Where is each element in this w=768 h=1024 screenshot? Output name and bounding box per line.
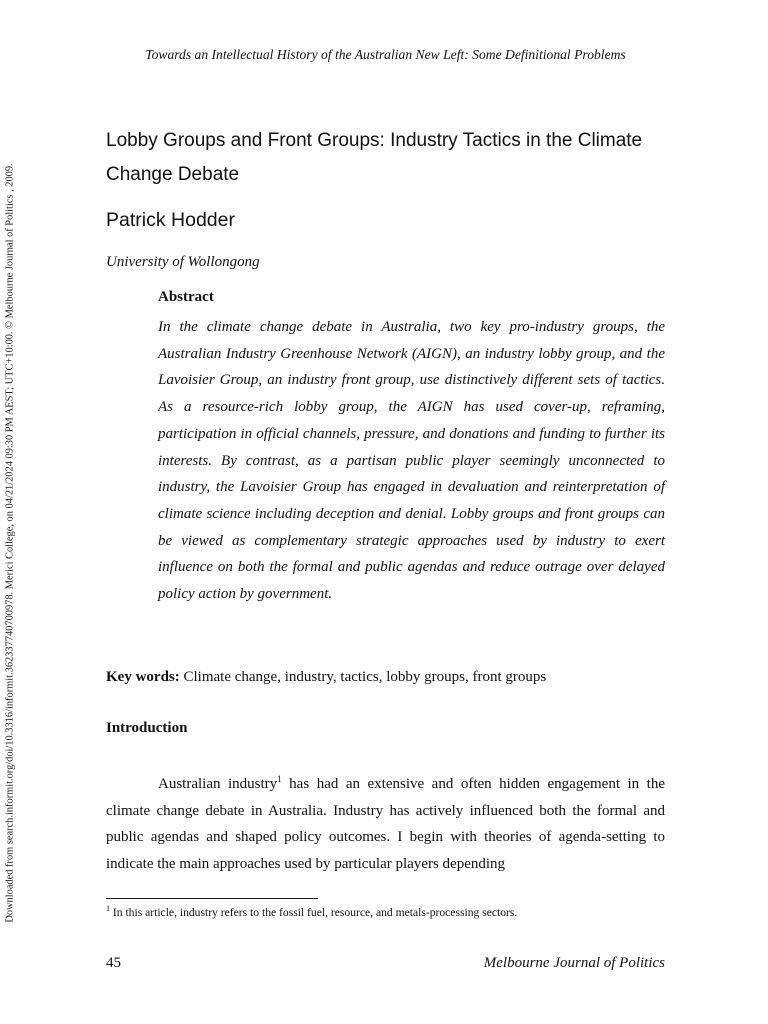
footnote: [106, 906, 517, 919]
download-stamp: [0, 0, 20, 1024]
keywords-text: Climate change, industry, tactics, lobby groups, front groups: [183, 669, 547, 685]
abstract-text: In the climate change debate in Australia, two key pro-industry groups, the Australian Industry Greenhouse Network (AIGN), an industry lobby group, and the Lavoisier Group, an industry front group, use distinctively different sets of tactics. As a resource-rich lobby group, the AIGN has used cover-up, reframing, participation in official channels, pressure, and donations and funding to further its interests. By contrast, as a partisan public player seemingly unconnected to industry, the Lavoisier Group has engaged in devaluation and reinterpretation of climate science including deception and denial. Lobby groups and front groups can be viewed as complementary strategic approaches used by industry to exert influence on both the formal and public agendas and reduce outrage over delayed policy action by government.: [158, 319, 665, 603]
author-name: Patrick Hodder: [106, 209, 235, 231]
page-number: 45: [106, 955, 121, 971]
article-title: Lobby Groups and Front Groups: Industry Tactics in the Climate Change Debate: [106, 130, 643, 185]
keywords-label: Key words:: [106, 669, 180, 685]
author-affiliation: University of Wollongong: [106, 254, 260, 270]
footnote-number: 1: [106, 904, 110, 913]
journal-name: Melbourne Journal of Politics: [483, 955, 665, 971]
footnote-divider: [106, 898, 318, 899]
intro-text-rest: has had an extensive and often hidden engagement in the climate change debate in Australia. Industry has actively influenced both the formal and public agendas and shaped policy outcomes. I begin with theories of agenda-setting to indicate the main approaches used by particular players depending: [106, 776, 666, 872]
intro-text-start: Australian industry: [158, 776, 278, 792]
download-stamp-text: Downloaded from search.informit.org/doi/10.3316/informit.362337740700978. Merici College, on 04/21/2024 09:30 PM AEST; UTC+10:00. © Melbourne Journal of Politics , 2009.: [4, 163, 16, 923]
keywords: [106, 669, 546, 686]
footnote-reference[interactable]: 1: [277, 774, 282, 784]
introduction-paragraph: [106, 771, 665, 877]
running-head: Towards an Intellectual History of the Australian New Left: Some Definitional Problems: [145, 47, 626, 62]
footnote-text: In this article, industry refers to the fossil fuel, resource, and metals-processing sectors.: [112, 906, 518, 919]
introduction-heading: Introduction: [106, 720, 188, 736]
abstract-heading: Abstract: [158, 289, 214, 305]
